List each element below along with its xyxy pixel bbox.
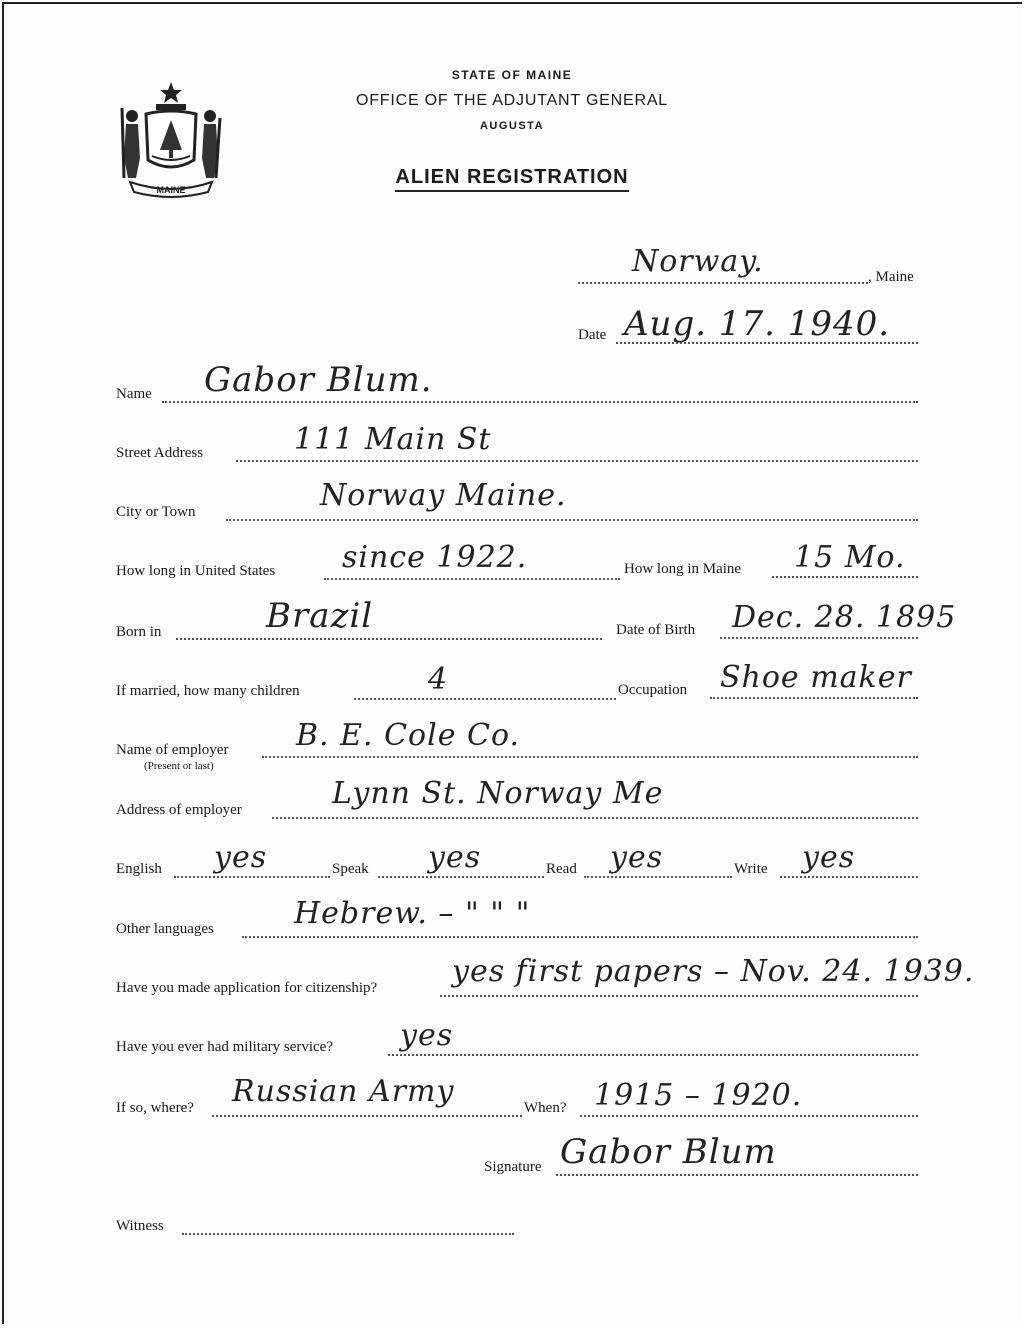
city-heading: AUGUSTA (479, 120, 545, 132)
other-languages-value[interactable]: Hebrew. – " " " (294, 896, 531, 931)
date-label: Date (578, 327, 607, 343)
signature-value[interactable]: Gabor Blum (560, 1132, 777, 1172)
street-address-line (236, 460, 918, 462)
other-languages-line (242, 936, 918, 938)
citizenship-label: Have you made application for citizenship? (116, 980, 378, 996)
read-label: Read (546, 861, 577, 877)
town-value[interactable]: Norway. (632, 244, 764, 279)
english-line (174, 876, 330, 878)
how-long-maine-label: How long in Maine (624, 561, 742, 577)
date-of-birth-line (720, 637, 918, 639)
date-value[interactable]: Aug. 17. 1940. (624, 304, 891, 344)
where-value[interactable]: Russian Army (232, 1074, 455, 1109)
name-value[interactable]: Gabor Blum. (204, 360, 433, 400)
military-value[interactable]: yes (400, 1018, 454, 1053)
street-address-label: Street Address (116, 445, 204, 461)
how-long-us-line (324, 578, 620, 580)
born-in-line (176, 638, 602, 640)
speak-value[interactable]: yes (428, 840, 482, 875)
town-line (578, 282, 868, 284)
registration-form (2, 2, 1022, 1324)
how-long-us-value[interactable]: since 1922. (342, 540, 528, 575)
employer-address-line (272, 817, 918, 819)
city-value[interactable]: Norway Maine. (320, 478, 567, 513)
children-line (354, 698, 616, 700)
where-label: If so, where? (116, 1100, 194, 1116)
how-long-maine-value[interactable]: 15 Mo. (794, 540, 906, 575)
employer-address-label: Address of employer (116, 802, 242, 818)
employer-name-value[interactable]: B. E. Cole Co. (296, 718, 521, 753)
street-address-value[interactable]: 111 Main St (294, 422, 492, 457)
occupation-line (710, 697, 918, 699)
when-line (580, 1115, 918, 1117)
speak-line (378, 876, 544, 878)
signature-line (556, 1174, 918, 1176)
born-in-label: Born in (116, 624, 162, 640)
form-title-wrap (0, 166, 1024, 189)
children-value[interactable]: 4 (428, 662, 449, 697)
seal-label: MAINE (156, 185, 186, 195)
maine-label: , Maine (868, 269, 914, 285)
when-label: When? (524, 1100, 567, 1116)
write-line (780, 876, 918, 878)
occupation-label: Occupation (618, 682, 688, 698)
how-long-maine-line (772, 576, 918, 578)
write-value[interactable]: yes (802, 840, 856, 875)
employer-note: (Present or last) (144, 760, 214, 772)
signature-label: Signature (484, 1159, 542, 1175)
where-line (212, 1115, 522, 1117)
employer-name-line (262, 756, 918, 758)
employer-address-value[interactable]: Lynn St. Norway Me (332, 776, 664, 811)
citizenship-line (440, 995, 918, 997)
read-value[interactable]: yes (610, 840, 664, 875)
witness-label: Witness (116, 1218, 164, 1234)
office-heading: OFFICE OF THE ADJUTANT GENERAL (355, 92, 669, 109)
when-value[interactable]: 1915 – 1920. (594, 1078, 803, 1113)
read-line (584, 876, 732, 878)
citizenship-value[interactable]: yes first papers – Nov. 24. 1939. (452, 954, 975, 989)
children-label: If married, how many children (116, 683, 300, 699)
city-label: City or Town (116, 504, 196, 520)
other-languages-label: Other languages (116, 921, 214, 937)
speak-label: Speak (332, 861, 369, 877)
state-heading: STATE OF MAINE (451, 68, 573, 82)
english-label: English (116, 861, 162, 877)
date-of-birth-value[interactable]: Dec. 28. 1895 (732, 600, 957, 635)
city-line (226, 519, 918, 521)
military-line (388, 1054, 918, 1056)
name-line (162, 401, 918, 403)
witness-line (182, 1233, 514, 1235)
born-in-value[interactable]: Brazil (266, 596, 374, 636)
employer-name-label: Name of employer (116, 742, 229, 758)
military-label: Have you ever had military service? (116, 1039, 333, 1055)
how-long-us-label: How long in United States (116, 563, 276, 579)
write-label: Write (734, 861, 768, 877)
form-title: ALIEN REGISTRATION (395, 166, 628, 192)
english-value[interactable]: yes (214, 840, 268, 875)
date-of-birth-label: Date of Birth (616, 622, 696, 638)
occupation-value[interactable]: Shoe maker (720, 660, 912, 695)
name-label: Name (116, 386, 152, 402)
